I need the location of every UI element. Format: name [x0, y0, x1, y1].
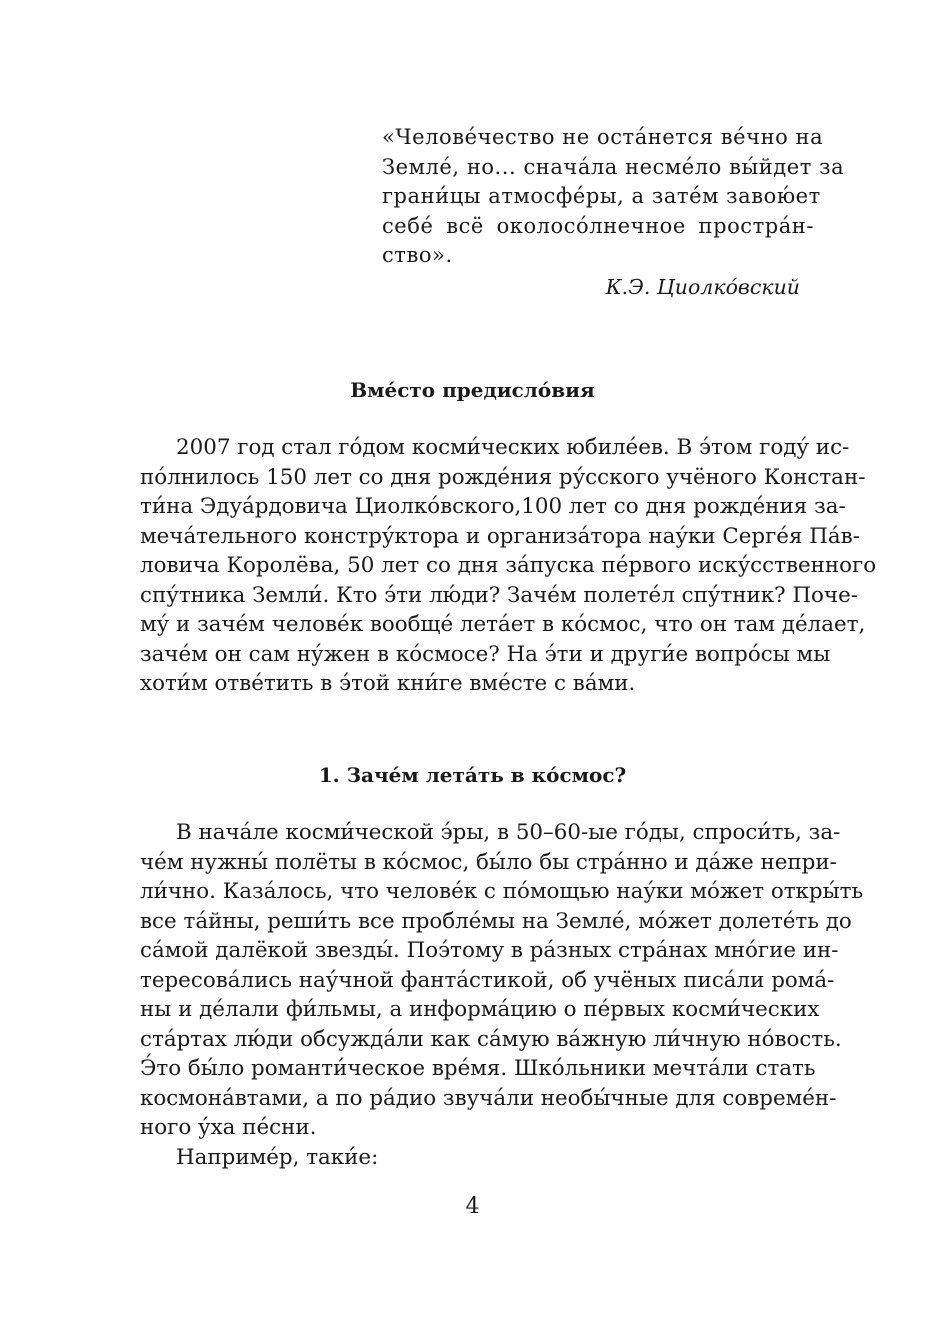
section-heading: 1. Заче́м лета́ть в ко́смос? [318, 763, 627, 787]
text-line: меча́тельного констру́ктора и организа́тора нау́ки Серге́я Па́в- [140, 523, 860, 549]
epigraph-line: «Челове́чество не оста́нется ве́чно на [382, 125, 824, 149]
paragraph [140, 433, 877, 699]
text-line: Э́то бы́ло романти́ческое вре́мя. Шко́льники мечта́ли стать [140, 1056, 816, 1081]
page-number: 4 [465, 1194, 480, 1219]
text-line: тересова́лись нау́чной фанта́стикой, об учёных писа́ли рома́- [140, 967, 835, 993]
text-line: са́мой далёкой звезды́. Поэ́тому в ра́зных стра́нах мно́гие ин- [140, 938, 839, 963]
text-line: ли́чно. Каза́лось, что челове́к с по́мощью нау́ки мо́жет откры́ть [140, 879, 864, 904]
text-line: ного у́ха пе́сни. [140, 1115, 317, 1140]
text-line: В нача́ле косми́ческой э́ры, в 50–60-ые го́ды, спроси́ть, за- [176, 820, 841, 845]
text-line: ны и де́лали фи́льмы, а информа́цию о пе́рвых косми́ческих [140, 997, 820, 1022]
text-line: заче́м он сам ну́жен в ко́смосе? На э́ти и други́е вопро́сы мы [140, 641, 831, 667]
text-line: хоти́м отве́тить в э́той кни́ге вме́сте с ва́ми. [140, 671, 636, 696]
epigraph [382, 123, 845, 299]
epigraph-line: ство». [382, 243, 453, 267]
text-line: че́м нужны́ полёты в ко́смос, бы́ло бы стра́нно и да́же непри- [140, 849, 837, 875]
epigraph-line: Земле́, но... снача́ла несме́ло вы́йдет за [382, 154, 845, 179]
epigraph-author: К.Э. Циолко́вский [605, 274, 800, 299]
section-heading: Вме́сто предисло́вия [350, 378, 595, 402]
text-line: все та́йны, реши́ть все пробле́мы на Земле́, мо́жет долете́ть до [140, 908, 852, 934]
text-line: ловича Королёва, 50 лет со дня за́пуска пе́рвого иску́сственного [140, 553, 877, 578]
text-line: космона́втами, а по ра́дио звуча́ли необы́чные для совреме́н- [140, 1085, 837, 1111]
text-line: Наприме́р, таки́е: [176, 1144, 379, 1170]
text-line: по́лнилось 150 лет со дня рожде́ния ру́сского учёного Констан- [140, 464, 866, 490]
text-line: ти́на Эдуа́рдовича Циолко́вского,100 лет со дня рожде́ния за- [140, 494, 846, 519]
text-line: му́ и заче́м челове́к вообще́ лета́ет в ко́смос, что он там де́лает, [140, 612, 866, 637]
epigraph-line: себе́ всё околосо́лнечное простра́н- [382, 213, 814, 238]
text-line: ста́ртах лю́ди обсужда́ли как са́мую ва́жную ли́чную но́вость. [140, 1026, 842, 1052]
paragraph [140, 818, 864, 1172]
epigraph-line: грани́цы атмосфе́ры, а зате́м завою́ет [382, 184, 821, 208]
text-line: 2007 год стал го́дом косми́ческих юбиле́ев. В э́том году́ ис- [176, 435, 850, 460]
text-line: спу́тника Земли́. Кто э́ти лю́ди? Заче́м полете́л спу́тник? Поче- [140, 582, 858, 608]
